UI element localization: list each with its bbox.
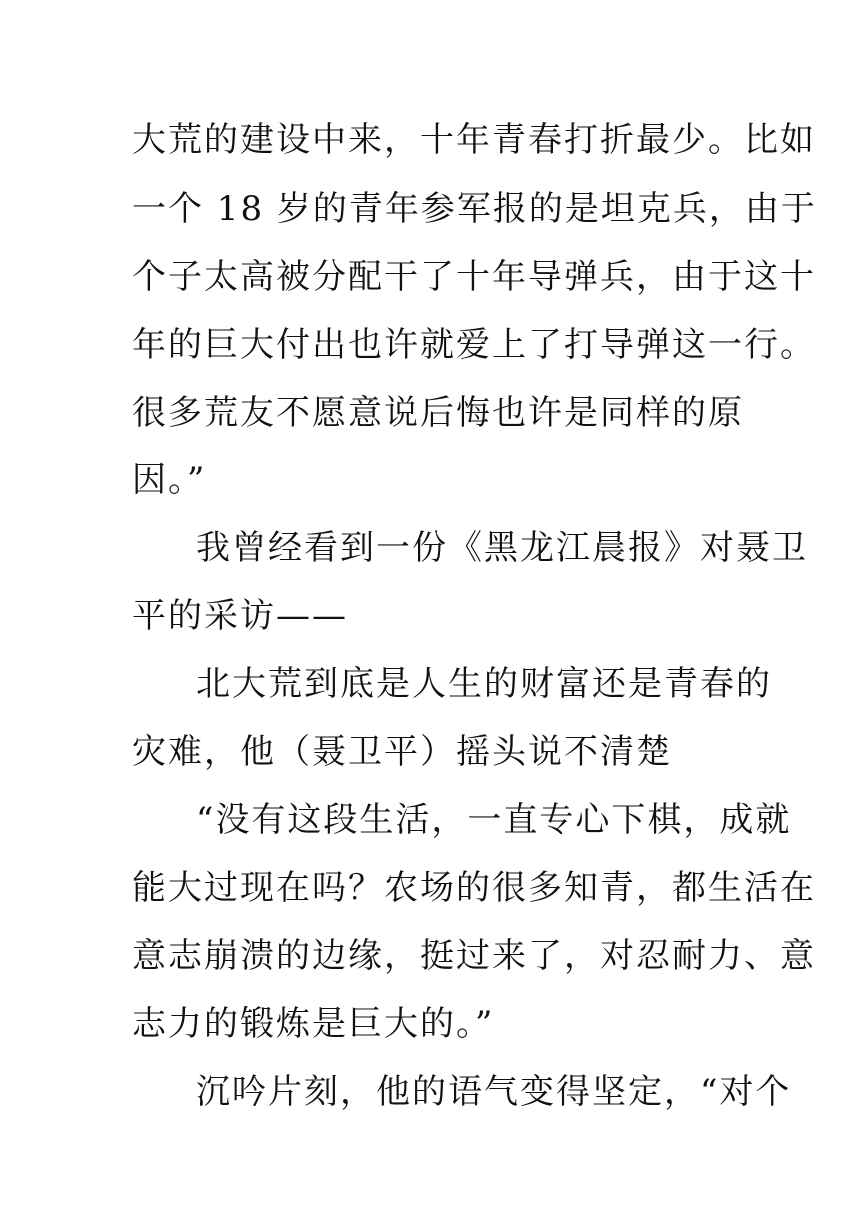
text-line: 一个 18 岁的青年参军报的是坦克兵，由于 [132,189,817,229]
text-line: 灾难，他（聂卫平）摇头说不清楚 [132,732,672,772]
paragraph-first-line: “没有这段生活，一直专心下棋，成就 [196,800,792,840]
paragraph-first-line: 北大荒到底是人生的财富还是青春的 [196,664,772,704]
text-line: 大荒的建设中来，十年青春打折最少。比如 [132,120,816,160]
paragraph-first-line: 我曾经看到一份《黑龙江晨报》对聂卫 [196,528,808,568]
text-line: 个子太高被分配干了十年导弹兵，由于这十 [132,257,816,297]
text-line: 很多荒友不愿意说后悔也许是同样的原 [132,393,744,433]
text-line: 因。” [132,460,207,500]
text-line: 意志崩溃的边缘，挺过来了，对忍耐力、意 [132,936,816,976]
paragraph-first-line: 沉吟片刻，他的语气变得坚定，“对个 [196,1072,792,1112]
text-line: 年的巨大付出也许就爱上了打导弹这一行。 [132,325,816,365]
text-line: 能大过现在吗？农场的很多知青，都生活在 [132,868,816,908]
text-line: 平的采访—— [132,596,348,636]
text-line: 志力的锻炼是巨大的。” [132,1004,495,1044]
